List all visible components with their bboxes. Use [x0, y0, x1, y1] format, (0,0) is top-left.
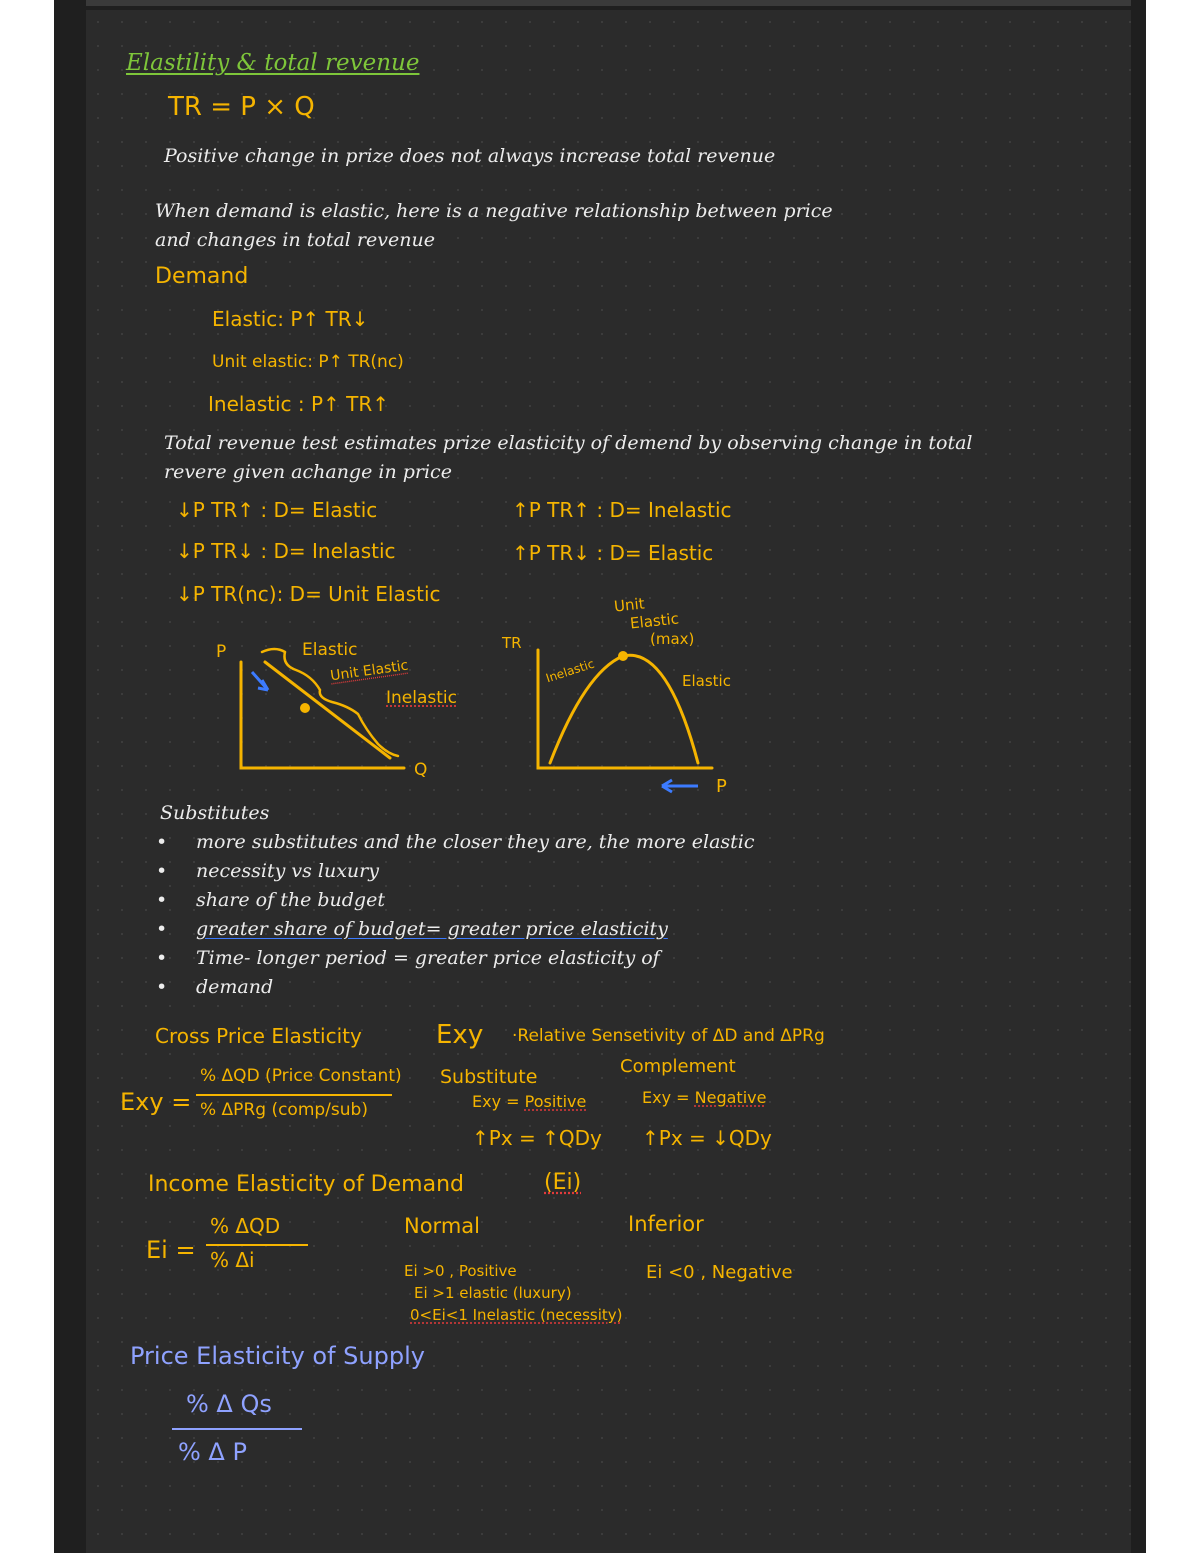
demand-graph-unit-elastic: Unit Elastic — [329, 657, 410, 685]
left-arrow-icon — [662, 780, 698, 792]
tr-graph-elastic: Elastic — [682, 672, 731, 690]
cross-substitute: Substitute — [440, 1066, 538, 1088]
list-item-continuation: • demand — [196, 973, 755, 1002]
income-normal-1: Ei >0 , Positive — [404, 1262, 517, 1280]
income-denominator: % Δi — [210, 1248, 255, 1272]
tr-graph-unit-3: (max) — [650, 630, 695, 648]
income-heading: Income Elasticity of Demand — [148, 1172, 464, 1197]
cross-lhs: Exy = — [120, 1088, 192, 1116]
demand-graph-p-label: P — [216, 642, 227, 662]
list-item: • share of the budget — [196, 886, 755, 915]
tr-graph-tr-label: TR — [502, 634, 522, 652]
cross-heading: Cross Price Elasticity — [155, 1024, 362, 1048]
demand-elastic: Elastic: P↑ TR↓ — [212, 307, 369, 331]
rule-right-2: ↑P TR↓ : D= Elastic — [512, 541, 714, 565]
demand-inelastic: Inelastic : P↑ TR↑ — [208, 392, 390, 416]
demand-heading: Demand — [155, 264, 249, 289]
demand-graph-q-label: Q — [414, 760, 428, 780]
rule-left-3: ↓P TR(nc): D= Unit Elastic — [176, 582, 441, 606]
substitutes-list — [148, 828, 755, 1002]
supply-heading: Price Elasticity of Supply — [130, 1342, 425, 1370]
cross-fraction-bar — [196, 1094, 392, 1096]
list-item: • Time- longer period = greater price elasticity of — [196, 944, 755, 973]
intro-line-2a: When demand is elastic, here is a negative relationship between price — [155, 200, 833, 222]
list-item: • necessity vs luxury — [196, 857, 755, 886]
cross-symbol: Exy — [436, 1020, 484, 1050]
page-title: Elastility & total revenue — [126, 50, 420, 76]
demand-graph-elastic: Elastic — [302, 640, 358, 660]
income-fraction-bar — [206, 1244, 308, 1246]
rule-left-2: ↓P TR↓ : D= Inelastic — [176, 539, 396, 563]
rule-left-1: ↓P TR↑ : D= Elastic — [176, 498, 378, 522]
tr-test-line-a: Total revenue test estimates prize elasticity of demend by observing change in total — [164, 432, 973, 454]
tr-graph-unit-1: Unit — [613, 594, 646, 616]
demand-graph-inelastic: Inelastic — [386, 688, 457, 708]
supply-denominator: % Δ P — [178, 1438, 247, 1466]
tr-graph-unit-2: Elastic — [629, 609, 680, 633]
cross-complement: Complement — [620, 1056, 736, 1077]
tr-max-point — [618, 651, 628, 661]
tr-formula: TR = P × Q — [168, 92, 315, 122]
income-numerator: % ΔQD — [210, 1214, 281, 1238]
tr-test-line-b: revere given achange in price — [164, 461, 452, 483]
intro-line-2b: and changes in total revenue — [155, 229, 435, 251]
list-item: • greater share of budget= greater price elasticity — [196, 915, 755, 944]
supply-fraction-bar — [172, 1428, 302, 1430]
income-symbol: (Ei) — [544, 1170, 582, 1195]
income-inferior-1: Ei <0 , Negative — [646, 1262, 793, 1283]
rule-right-1: ↑P TR↑ : D= Inelastic — [512, 498, 732, 522]
tr-graph-p-label: P — [716, 776, 727, 797]
cross-sub-eq: ↑Px = ↑QDy — [472, 1126, 602, 1150]
demand-unit-elastic: Unit elastic: P↑ TR(nc) — [212, 352, 404, 372]
income-inferior: Inferior — [628, 1212, 704, 1236]
income-lhs: Ei = — [146, 1236, 196, 1264]
income-normal: Normal — [404, 1214, 480, 1238]
intro-line-1: Positive change in prize does not always increase total revenue — [164, 145, 776, 167]
cross-denominator: % ΔPRg (comp/sub) — [200, 1100, 368, 1120]
income-normal-3: 0<Ei<1 Inelastic (necessity) — [410, 1306, 623, 1324]
substitutes-heading: Substitutes — [160, 802, 270, 824]
cross-description: ·Relative Sensetivity of ΔD and ΔPRg — [512, 1026, 825, 1046]
cross-comp-eq: ↑Px = ↓QDy — [642, 1126, 772, 1150]
supply-numerator: % Δ Qs — [186, 1390, 272, 1418]
cross-comp-sign: Exy = Negative — [642, 1088, 767, 1107]
list-item: • more substitutes and the closer they are, the more elastic — [196, 828, 755, 857]
income-normal-2: Ei >1 elastic (luxury) — [414, 1284, 572, 1302]
tr-graph-inelastic: Inelastic — [544, 656, 597, 686]
cross-sub-sign: Exy = Positive — [472, 1092, 587, 1111]
cross-numerator: % ΔQD (Price Constant) — [200, 1066, 402, 1086]
